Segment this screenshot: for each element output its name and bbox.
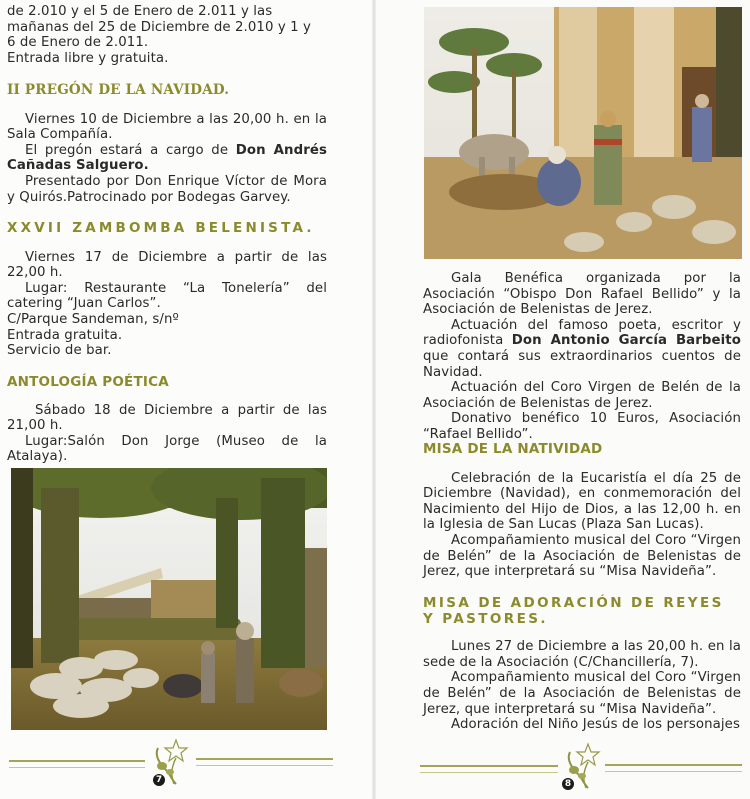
text: El pregón estará a cargo de xyxy=(25,142,236,158)
intro-line: de 2.010 y el 5 de Enero de 2.011 y las xyxy=(7,4,273,19)
paragraph: Viernes 17 de Diciembre a partir de las 22,00 h. xyxy=(7,249,327,281)
section-pregon xyxy=(7,83,327,205)
paragraph: Entrada gratuita. xyxy=(7,327,123,343)
paragraph: Presentado por Don Enrique Víctor de Mora y Quirós.Patrocinado por Bodegas Garvey. xyxy=(7,173,327,205)
paragraph: Lunes 27 de Diciembre a las 20,00 h. en la sede de la Asociación (C/Chancillería, 7). xyxy=(423,639,741,670)
section-reyes xyxy=(423,596,741,733)
paragraph: Viernes 10 de Diciembre a las 20,00 h. en la Sala Compañía. xyxy=(7,111,327,143)
page-number-badge: 8 xyxy=(562,778,574,790)
paragraph: Actuación del Coro Virgen de Belén de la Asociación de Belenistas de Jerez. xyxy=(423,380,741,411)
page-number-badge: 7 xyxy=(153,774,165,786)
holy-family-egypt-photo xyxy=(424,7,742,259)
section-title: XXVII ZAMBOMBA BELENISTA. xyxy=(7,220,315,236)
paragraph: Acompañamiento musical del Coro “Virgen de Belén” de la Asociación de Belenistas de Jerez, que interpretará su “Misa Navideña”. xyxy=(423,532,741,580)
paragraph xyxy=(7,143,327,174)
intro-line: 6 de Enero de 2.011. xyxy=(7,35,149,51)
section-title: II PREGÓN DE LA NAVIDAD. xyxy=(7,82,230,98)
left-intro xyxy=(7,4,327,66)
section-zambomba xyxy=(7,221,327,359)
nativity-shepherds-photo xyxy=(11,468,327,730)
performer-name: Don Antonio García Barbeito xyxy=(511,333,741,349)
text: Actuación del famoso poeta, escritor y radiofonista xyxy=(423,317,741,349)
section-title: MISA DE ADORACIÓN DE REYES Y PASTORES. xyxy=(423,595,724,627)
footer-rule-left xyxy=(9,760,145,768)
gala-section xyxy=(423,271,741,443)
section-title: ANTOLOGÍA POÉTICA xyxy=(7,374,169,390)
paragraph: Sábado 18 de Diciembre a partir de las 21,00 h. xyxy=(7,402,327,434)
paragraph: Gala Benéfica organizada por la Asociación “Obispo Don Rafael Bellido” y la Asociación de Belenistas de Jerez. xyxy=(423,271,741,318)
footer-rule-left xyxy=(420,765,558,773)
section-title: MISA DE LA NATIVIDAD xyxy=(423,441,603,457)
paragraph: Lugar:Salón Don Jorge (Museo de la Atalaya). xyxy=(7,433,327,465)
paragraph: Donativo benéfico 10 Euros, Asociación “Rafael Bellido”. xyxy=(423,411,741,442)
paragraph: Celebración de la Eucaristía el día 25 de Diciembre (Navidad), en conmemoración del Nacimiento del Hijo de Dios, a las 12,00 h. en la Iglesia de San Lucas (Plaza San Lucas). xyxy=(423,470,741,533)
section-natividad xyxy=(423,442,741,580)
footer-rule-right xyxy=(196,758,333,766)
section-antologia xyxy=(7,375,327,465)
paragraph: Lugar: Restaurante “La Tonelería” del catering “Juan Carlos”. xyxy=(7,280,327,312)
speaker-name: Don Andrés Cañadas Salguero. xyxy=(7,142,327,174)
paragraph: C/Parque Sandeman, s/nº xyxy=(7,311,179,327)
paragraph: Adoración del Niño Jesús de los personajes xyxy=(451,717,740,733)
page-fold xyxy=(372,0,376,799)
paragraph: Acompañamiento musical del Coro “Virgen de Belén” de la Asociación de Belenistas de Jerez, que interpretará su “Misa Navideña”. xyxy=(423,670,741,717)
text: que contará sus extraordinarios cuentos de Navidad. xyxy=(423,348,741,380)
intro-line: Entrada libre y gratuita. xyxy=(7,50,169,66)
intro-line: mañanas del 25 de Diciembre de 2.010 y 1 y xyxy=(7,19,312,35)
footer-rule-right xyxy=(605,764,742,772)
paragraph: Servicio de bar. xyxy=(7,343,112,359)
paragraph xyxy=(423,318,741,380)
